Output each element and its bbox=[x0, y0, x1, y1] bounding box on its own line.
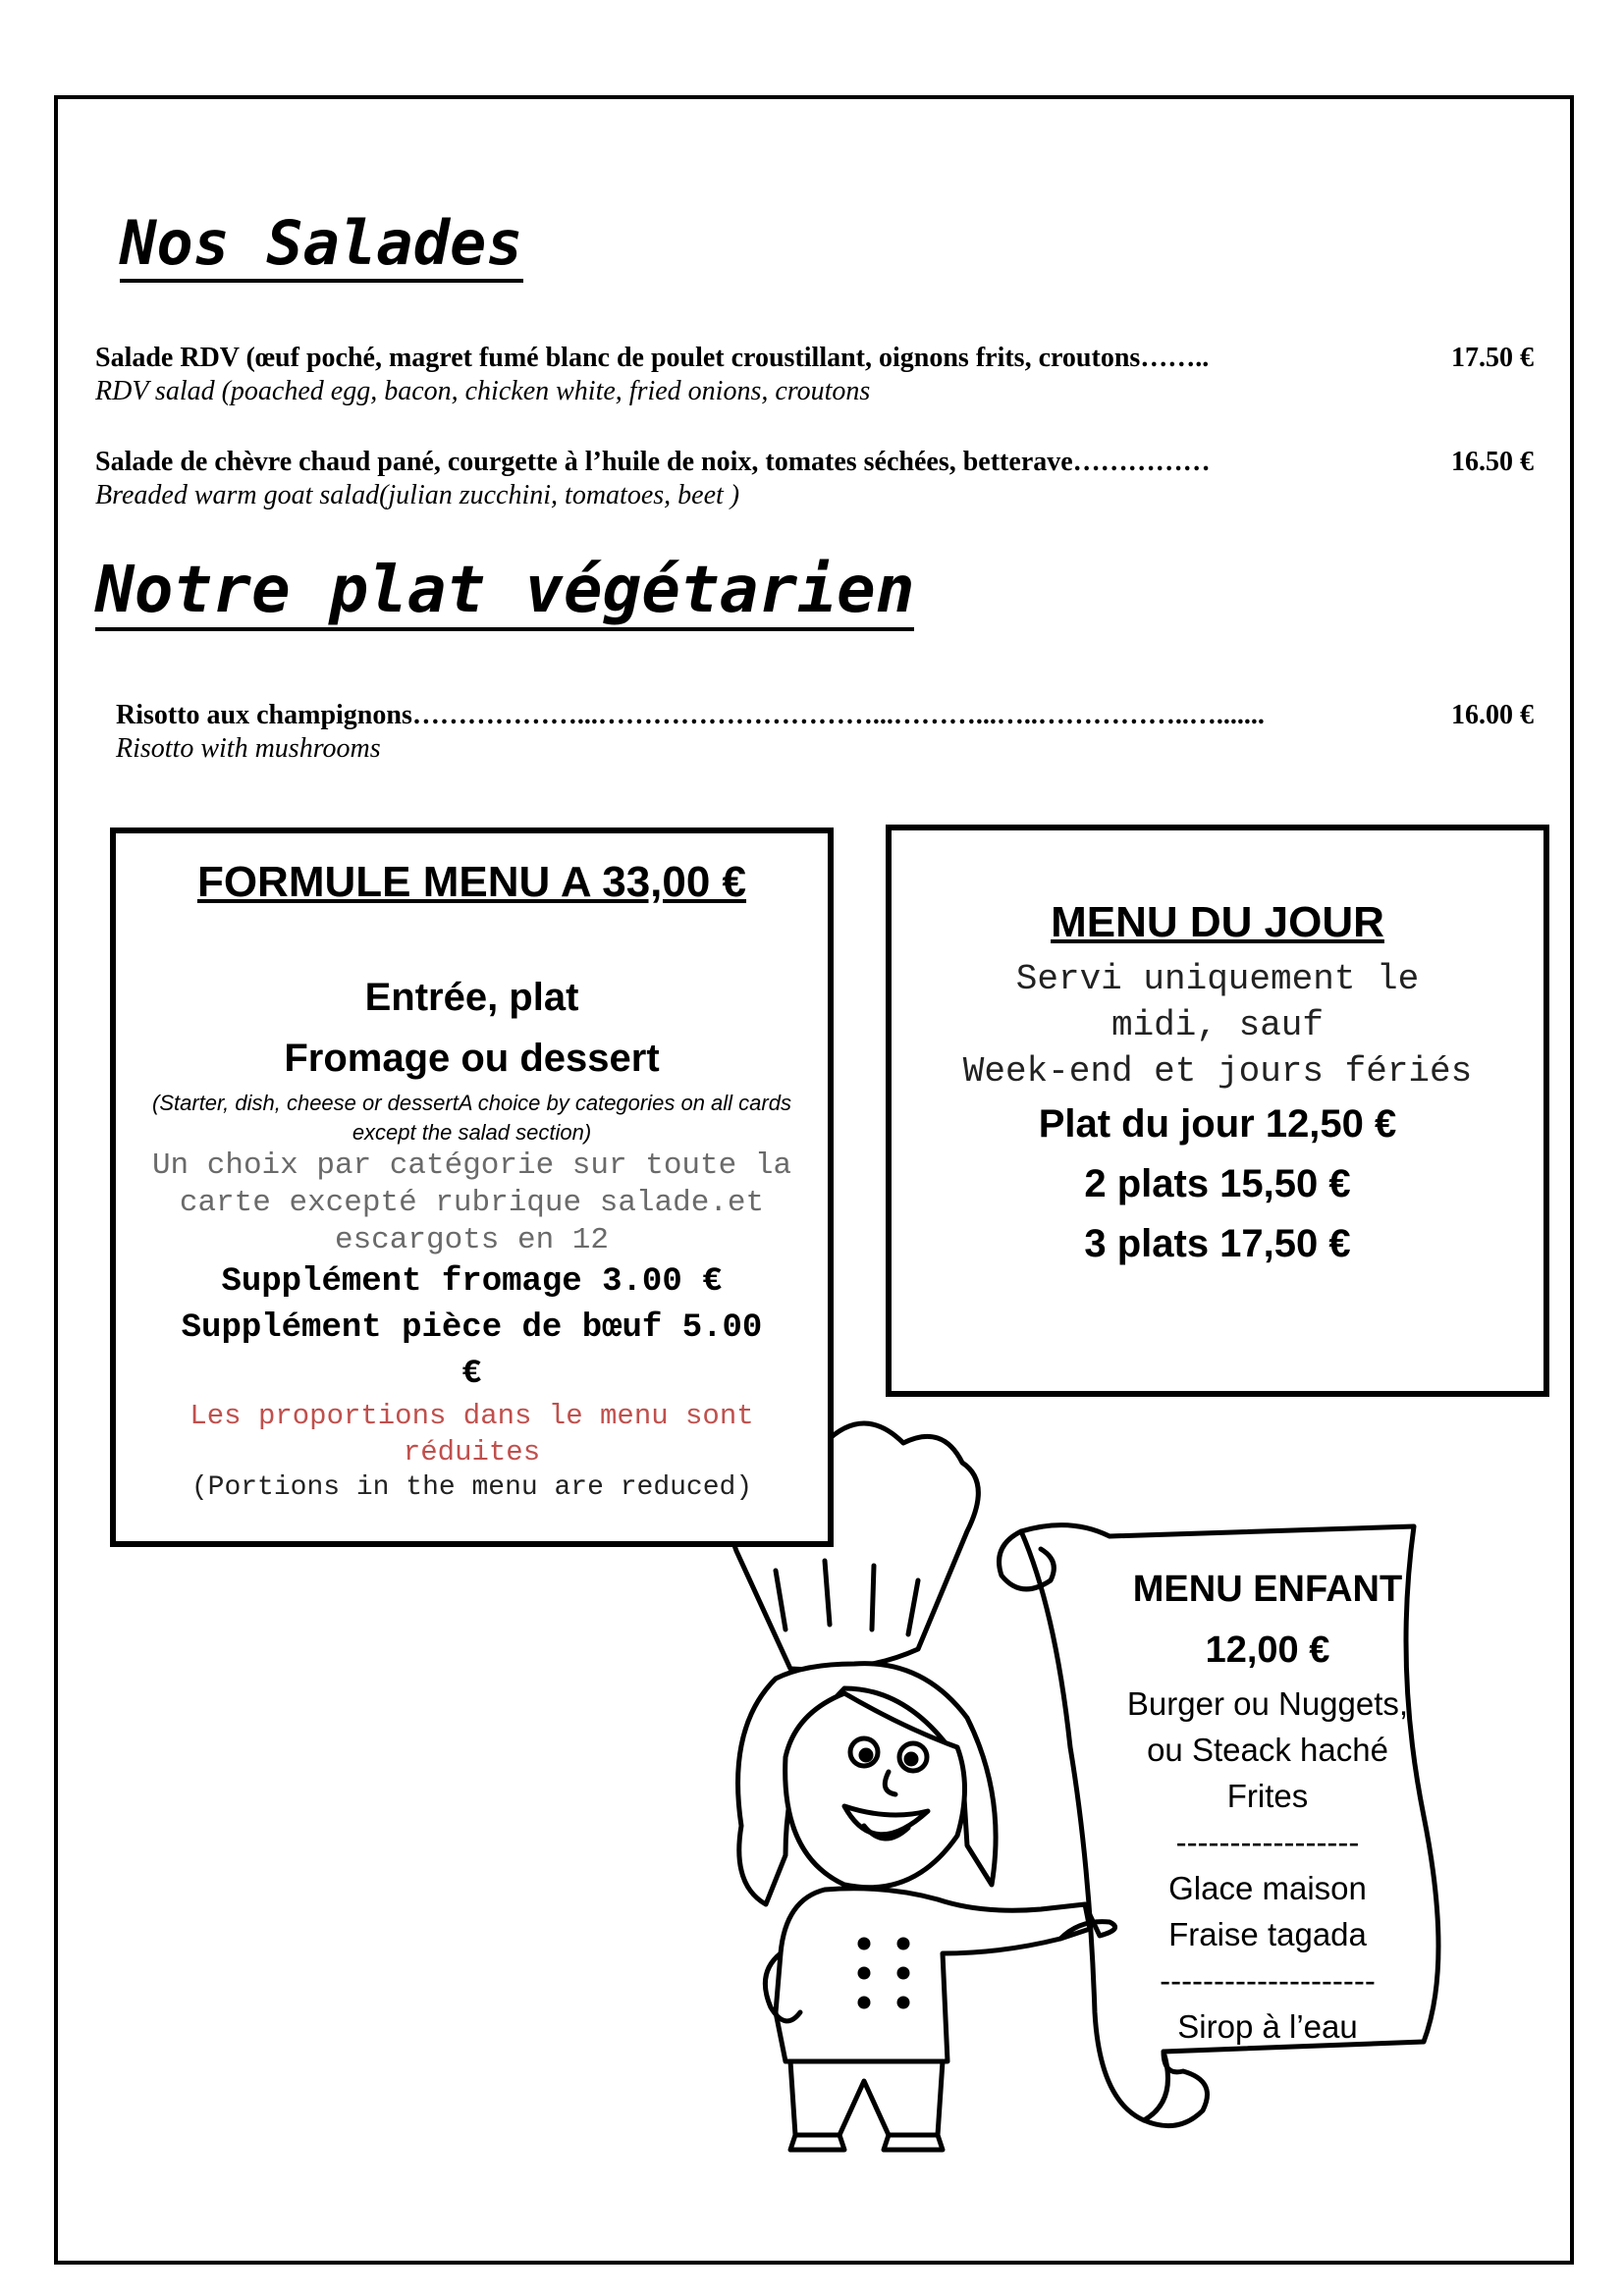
formule-line-fromage-dessert: Fromage ou dessert bbox=[284, 1037, 660, 1080]
menu-item-salade-chevre bbox=[95, 446, 1534, 512]
menu-enfant-title: MENU ENFANT bbox=[1132, 1569, 1403, 1610]
item-name: Salade RDV (œuf poché, magret fumé blanc de poulet croustillant, oignons frits, croutons bbox=[95, 343, 1141, 373]
formule-line-entree-plat: Entrée, plat bbox=[364, 976, 579, 1019]
supplement-fromage: Supplément fromage 3.00 € bbox=[221, 1263, 723, 1301]
vegetarien-heading: Notre plat végétarien bbox=[95, 556, 914, 631]
item-price: 16.50 € bbox=[1451, 447, 1534, 477]
enfant-line-glace: Glace maison bbox=[1168, 1870, 1367, 1906]
chef-legs bbox=[790, 2061, 943, 2135]
item-dots: …….. bbox=[1140, 343, 1210, 373]
enfant-separator-2: -------------------- bbox=[1160, 1962, 1376, 1999]
salades-heading: Nos Salades bbox=[120, 211, 523, 283]
enfant-line-sirop: Sirop à l’eau bbox=[1177, 2008, 1358, 2045]
menu-enfant-text bbox=[1095, 1559, 1440, 2050]
formule-choix-text: Un choix par catégorie sur toute la carte excepté rubrique salade.et escargots en 12 bbox=[151, 1148, 792, 1257]
formule-title: FORMULE MENU A 33,00 € bbox=[196, 858, 747, 906]
chef-body bbox=[776, 1889, 1090, 2061]
menu-du-jour-box bbox=[886, 825, 1549, 1397]
item-dots: …………… bbox=[1072, 447, 1211, 477]
item-price: 16.00 € bbox=[1451, 700, 1534, 730]
menu-enfant-price: 12,00 € bbox=[1205, 1629, 1330, 1671]
item-dots: ………………...…………………………...………...…..……………..…....... bbox=[411, 700, 1265, 730]
enfant-line-steack: ou Steack haché bbox=[1147, 1732, 1388, 1768]
weekend-text: Week-end et jours fériés bbox=[962, 1051, 1473, 1092]
servi-text: Servi uniquement le midi, sauf bbox=[1015, 959, 1420, 1045]
portions-note: (Portions in the menu are reduced) bbox=[190, 1472, 753, 1503]
proportions-note: Les proportions dans le menu sont réduites bbox=[189, 1400, 754, 1468]
enfant-line-fraise: Fraise tagada bbox=[1168, 1916, 1367, 1952]
menu-item-risotto bbox=[116, 699, 1534, 766]
enfant-line-burger: Burger ou Nuggets, bbox=[1126, 1685, 1409, 1722]
item-translation: RDV salad (poached egg, bacon, chicken white, fried onions, croutons bbox=[95, 376, 871, 406]
plat-du-jour-price: Plat du jour 12,50 € bbox=[1038, 1102, 1397, 1146]
formule-english-note: (Starter, dish, cheese or dessertA choice by categories on all cards except the salad section) bbox=[152, 1091, 791, 1145]
enfant-separator-1: ----------------- bbox=[1175, 1824, 1360, 1860]
supplement-boeuf: Supplément pièce de bœuf 5.00 € bbox=[181, 1309, 763, 1393]
menu-item-salade-rdv bbox=[95, 342, 1534, 408]
item-name: Salade de chèvre chaud pané, courgette à l’huile de noix, tomates séchées, betterave bbox=[95, 447, 1073, 477]
deux-plats-price: 2 plats 15,50 € bbox=[1084, 1162, 1351, 1205]
item-name: Risotto aux champignons bbox=[116, 700, 412, 730]
formule-menu-box bbox=[110, 828, 834, 1547]
trois-plats-price: 3 plats 17,50 € bbox=[1084, 1222, 1351, 1265]
menu-du-jour-title: MENU DU JOUR bbox=[1051, 898, 1384, 946]
enfant-line-frites: Frites bbox=[1226, 1778, 1309, 1814]
item-translation: Breaded warm goat salad(julian zucchini, tomatoes, beet ) bbox=[95, 480, 740, 510]
item-translation: Risotto with mushrooms bbox=[116, 733, 381, 764]
item-price: 17.50 € bbox=[1451, 343, 1534, 373]
